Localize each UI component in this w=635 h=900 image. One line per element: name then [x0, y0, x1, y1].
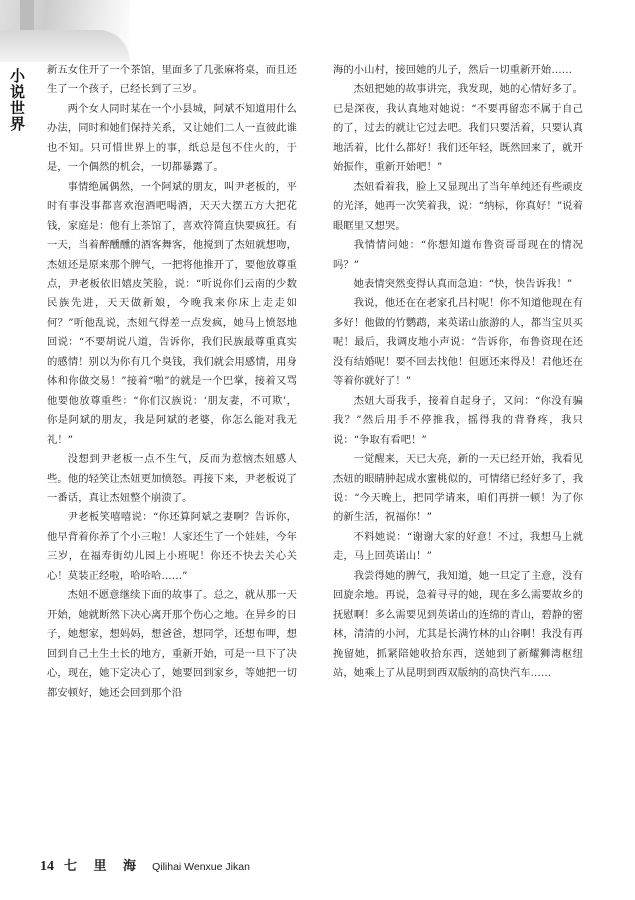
section-label: 小说世界: [8, 68, 26, 132]
paragraph: 我情情问她：“你想知道布鲁资哥哥现在的情况吗？”: [333, 239, 583, 271]
paragraph: 没想到尹老板一点不生气，反而为惹恼杰妞感人些。他的轻笑让杰妞更加愤怒。再接下来，尹老板说了一番话，真让杰妞整个崩溃了。: [47, 453, 297, 504]
paragraph: 不料她说：“谢谢大家的好意！不过，我想马上就走，马上回英诺山！”: [333, 530, 583, 563]
paragraph: 杰妞不愿意继续下面的故事了。总之，就从那一天开始，她就断然下决心离开那个伤心之地。在异乡的日子，她想家，想妈妈，想爸爸，想同学，还想布呷，想回到自己土生土长的地方，重新开始，可是一旦下了决心，现在，她下定决心了，她要回到家乡，等她把一切都安顿好，她还会回到那个沿: [47, 589, 297, 699]
page-footer: [40, 855, 250, 875]
paragraph: 我尝得她的脾气，我知道，她一旦定了主意，没有回旋余地。再说，急着寻寻的她，现在多么需要故乡的抚慰啊！多么需要见到英诺山的连绵的青山，碧静的密林，清清的小河，尤其是长满竹林的山谷啊！我没有再挽留她，抓紧陪她收拾东西，送她到了新耀狮湾枢纽站，她乘上了从昆明到西双版纳的高快汽车……: [333, 569, 583, 680]
paragraph: 新五女住开了一个茶馆，里面多了几张麻将桌，而且还生了一个孩子，已经长到了三岁。: [47, 64, 297, 96]
paragraph: 两个女人同时某在一个小县城，阿斌不知道用什么办法，同时和她们保持关系，又让她们二人一直彼此谁也不知。只可惜世界上的事，纸总是包不住火的，于是，一个偶然的机会，一切都暴露了。: [47, 102, 297, 174]
right-text-column: [333, 61, 583, 684]
paragraph: 杰妞看着我，脸上又显现出了当年单纯还有些顽皮的光泽，她再一次笑着我，说：“纳标，你真好！”说着眼眶里又想哭。: [333, 180, 583, 232]
magazine-name: 七 里 海: [64, 859, 143, 874]
landscape-silhouette-icon: [0, 30, 130, 62]
paragraph: 尹老板笑嘻嘻说：“你还算阿斌之妻啊？告诉你，他早背着你养了个小三啦！人家还生了一个娃娃，今年三岁，在福寿街幼儿园上小班呢！你还不快去关心关心！莫装正经啦，哈哈哈……”: [47, 511, 297, 582]
pagoda-silhouette-icon: [20, 0, 34, 30]
paragraph: 一觉醒来，天已大亮，新的一天已经开始，我看见杰妞的眼睛肿起成水蜜桃似的，可情绪已经好多了，我说：“今天晚上，把同学请来，咱们再拼一顿！为了你的新生活，祝福你！”: [333, 453, 583, 524]
left-text-column: [47, 61, 297, 703]
header-decoration: [0, 0, 130, 62]
paragraph: 杰妞把她的故事讲完，我发现，她的心情好多了。已是深夜，我认真地对她说：“不要再留恋不属于自己的了，过去的就让它过去吧。我们只要活着，只要认真地活着，比什么都好！我们还年轻，既然回来了，就开始振作，重新开始吧！”: [333, 83, 583, 174]
paragraph: 她表情突然变得认真而急迫：“快，快告诉我！”: [353, 277, 573, 290]
page-number: 14: [40, 859, 54, 874]
paragraph: 海的小山村，接回她的儿子，然后一切重新开始……: [333, 64, 573, 76]
paragraph: 事情绝属偶然，一个阿斌的朋友，叫尹老板的，平时有事没事都喜欢泡酒吧喝酒，天天大摆五方大把花钱，家庭是：他有上茶馆了，喜欢符简直快要疯狂。有一天，当着醉醺醺的酒客舞客，他搅到了杰妞就想吻，杰妞还是原来那个脾气，一把将他推开了，要他放尊重点，尹老板依旧嬉皮笑脸，说：“听说你们云南的少数民族先进，天天做新娘，今晚我来你床上走走如何？”听他乱说，杰妞气得差一点发疯，她马上愤怒地回说：“不要胡说八道，告诉你，我们民族最尊重真实的感情！别以为你有几个臭钱，我们就会用感情，用身体和你做交易！”接着“啪”的就是一个巴掌，接着又骂他要他放尊重些：“你们汉族说：‘朋友妻，不可欺’，你是阿斌的朋友，我是阿斌的老婆，你怎么能对我无礼！”: [47, 180, 297, 446]
paragraph: 杰妞大哥我手，接着自起身子，又问：“你没有骗我？”然后用手不停推我，摇得我的背脊疼，我只说：“争取有看吧！”: [333, 394, 583, 446]
magazine-latin-name: Qilihai Wenxue Jikan: [152, 861, 250, 873]
paragraph: 我说，他还在在老家孔吕村呢！你不知道他现在有多好！他做的竹鹦鹉，来英诺山旅游的人，都当宝贝买呢！最后，我调皮地小声说：“告诉你，布鲁资现在还没有结婚呢！要不回去找他！但愿还来得及！君他还在等着你就好了！”: [333, 297, 583, 388]
